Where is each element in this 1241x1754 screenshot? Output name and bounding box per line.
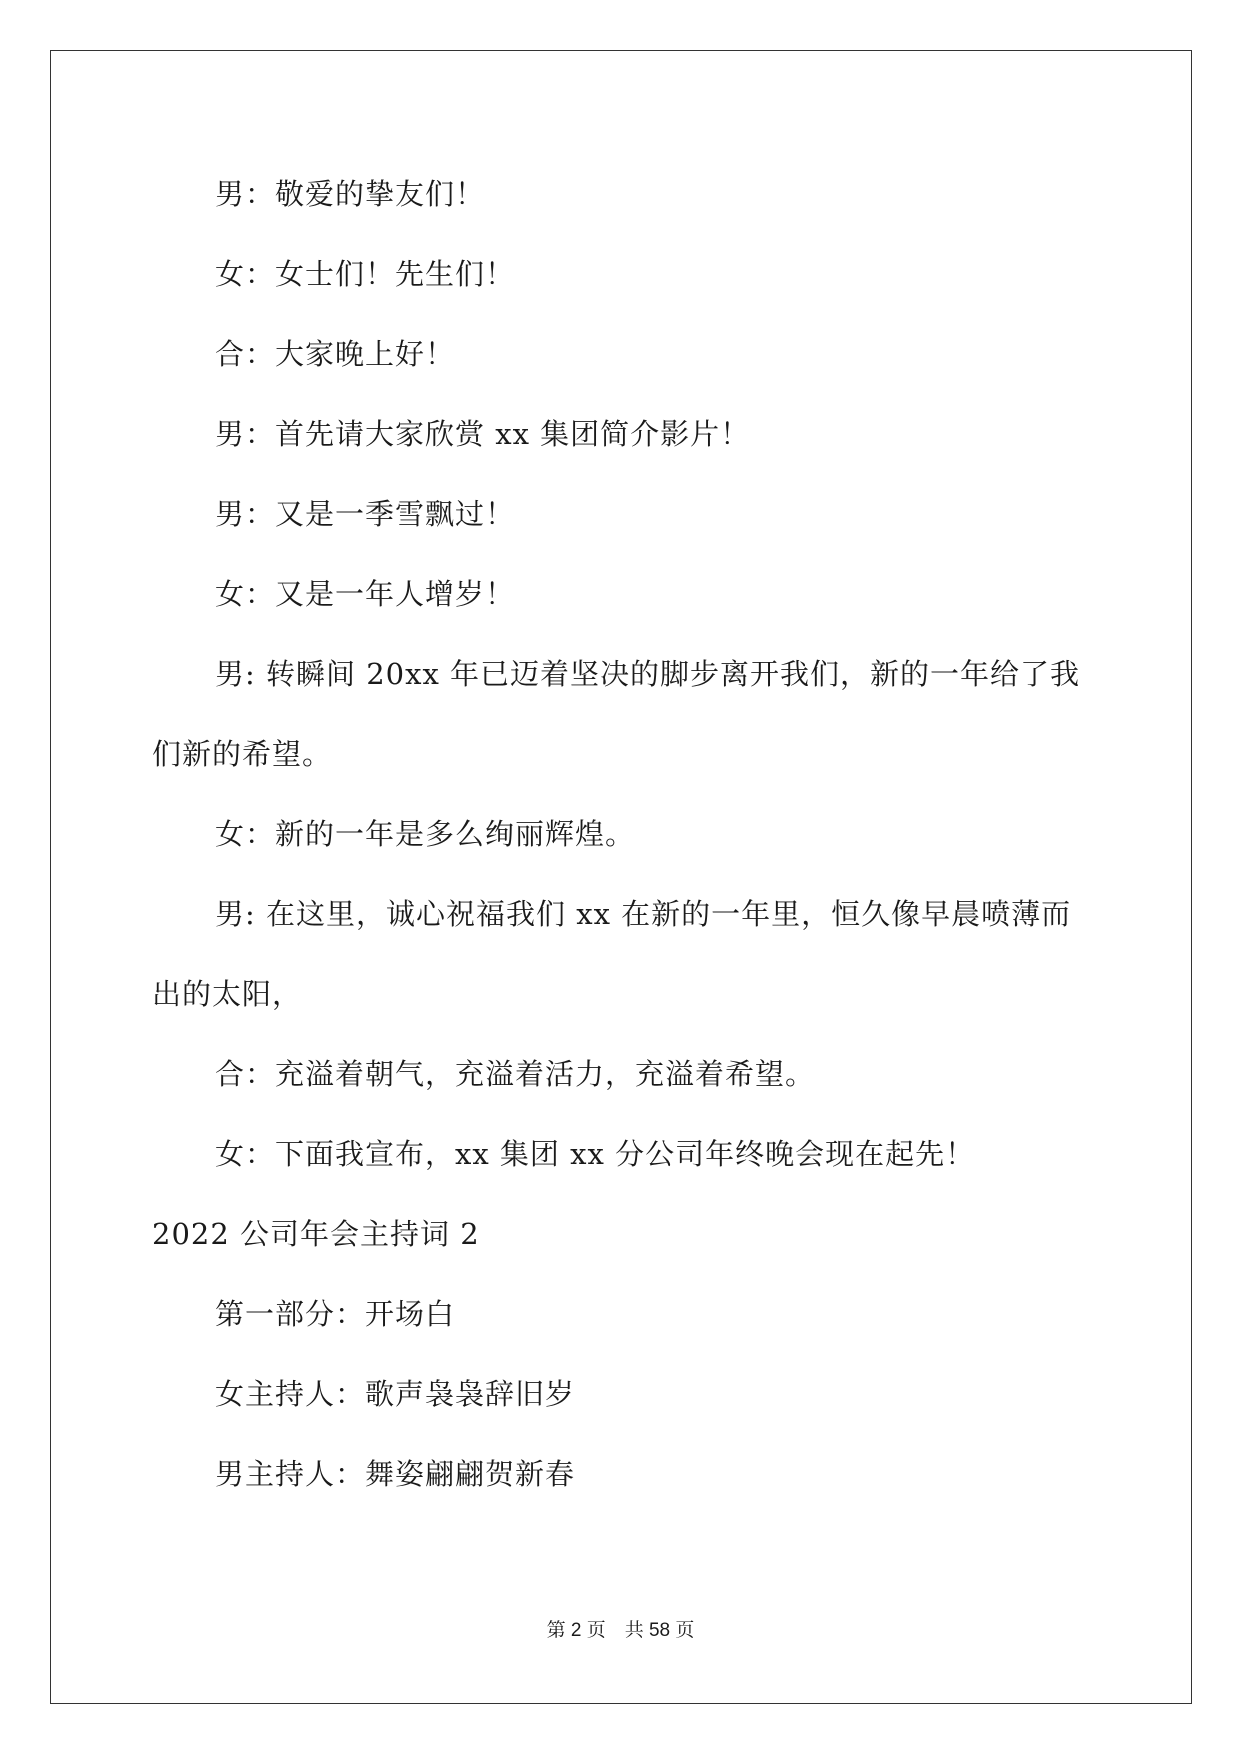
dialogue-line: 合：充溢着朝气，充溢着活力，充溢着希望。: [215, 1057, 816, 1091]
dialogue-line-continuation: 出的太阳，: [152, 977, 303, 1011]
dialogue-line: 男：首先请大家欣赏 xx 集团简介影片！: [215, 417, 751, 451]
dialogue-line: 女：新的一年是多么绚丽辉煌。: [215, 817, 636, 851]
dialogue-line: 女主持人：歌声袅袅辞旧岁: [215, 1377, 576, 1411]
dialogue-line: 合：大家晚上好！: [215, 337, 456, 371]
section-heading: 2022 公司年会主持词 2: [152, 1217, 480, 1251]
dialogue-line-continuation: 们新的希望。: [152, 737, 333, 771]
dialogue-line: 男：又是一季雪飘过！: [215, 497, 516, 531]
page-number: 第 2 页 共 58 页: [546, 1620, 695, 1641]
dialogue-line: 男：敬爱的挚友们！: [215, 177, 486, 211]
dialogue-line: 男主持人：舞姿翩翩贺新春: [215, 1457, 576, 1491]
dialogue-line: 第一部分：开场白: [215, 1297, 456, 1331]
dialogue-line: 女：下面我宣布，xx 集团 xx 分公司年终晚会现在起先！: [215, 1137, 976, 1171]
dialogue-line: 女：又是一年人增岁！: [215, 577, 516, 611]
dialogue-line: 男: 在这里，诚心祝福我们 xx 在新的一年里，恒久像早晨喷薄而: [215, 897, 1072, 931]
dialogue-line: 男: 转瞬间 20xx 年已迈着坚决的脚步离开我们，新的一年给了我: [215, 657, 1081, 691]
dialogue-line: 女：女士们！先生们！: [215, 257, 516, 291]
